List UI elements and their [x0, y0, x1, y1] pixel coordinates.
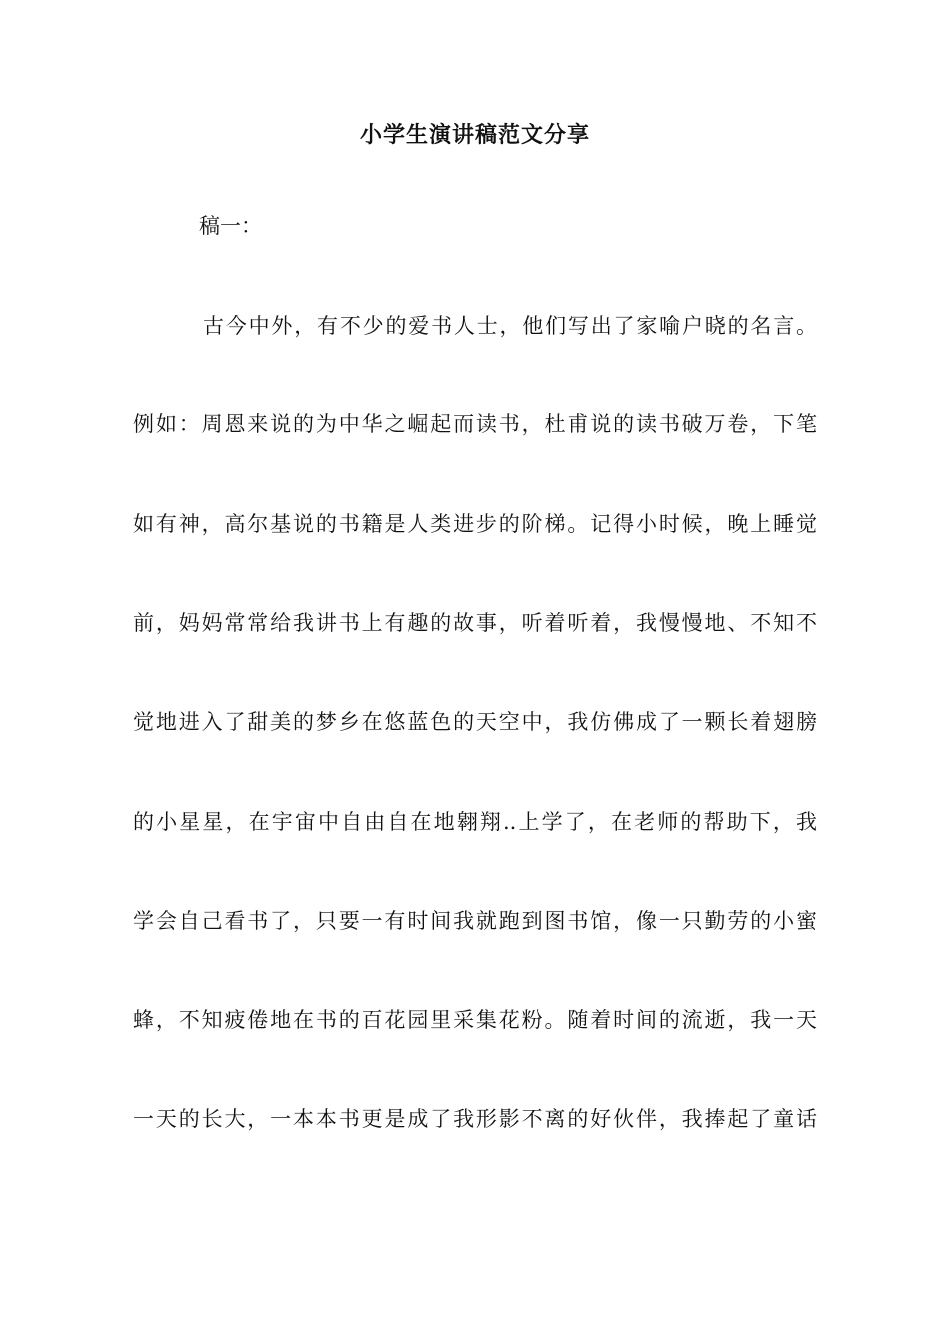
paragraph-line: 一天的长大，一本本书更是成了我形影不离的好伙伴，我捧起了童话 [133, 1107, 817, 1131]
paragraph-line: 学会自己看书了，只要一有时间我就跑到图书馆，像一只勤劳的小蜜 [133, 909, 817, 933]
paragraph-line: 例如：周恩来说的为中华之崛起而读书，杜甫说的读书破万卷，下笔 [133, 412, 817, 436]
paragraph-line: 前，妈妈常常给我讲书上有趣的故事，听着听着，我慢慢地、不知不 [133, 611, 817, 635]
paragraph-line: 蜂，不知疲倦地在书的百花园里采集花粉。随着时间的流逝，我一天 [133, 1008, 817, 1032]
section-label: 稿一： [199, 214, 262, 238]
paragraph-line: 觉地进入了甜美的梦乡在悠蓝色的天空中，我仿佛成了一颗长着翅膀 [133, 710, 817, 734]
document-title: 小学生演讲稿范文分享 [359, 123, 590, 148]
paragraph-line: 的小星星，在宇宙中自由自在地翱翔..上学了，在老师的帮助下，我 [133, 810, 817, 834]
paragraph-line: 古今中外，有不少的爱书人士，他们写出了家喻户晓的名言。 [203, 314, 817, 338]
paragraph-line: 如有神，高尔基说的书籍是人类进步的阶梯。记得小时候，晚上睡觉 [133, 512, 817, 536]
